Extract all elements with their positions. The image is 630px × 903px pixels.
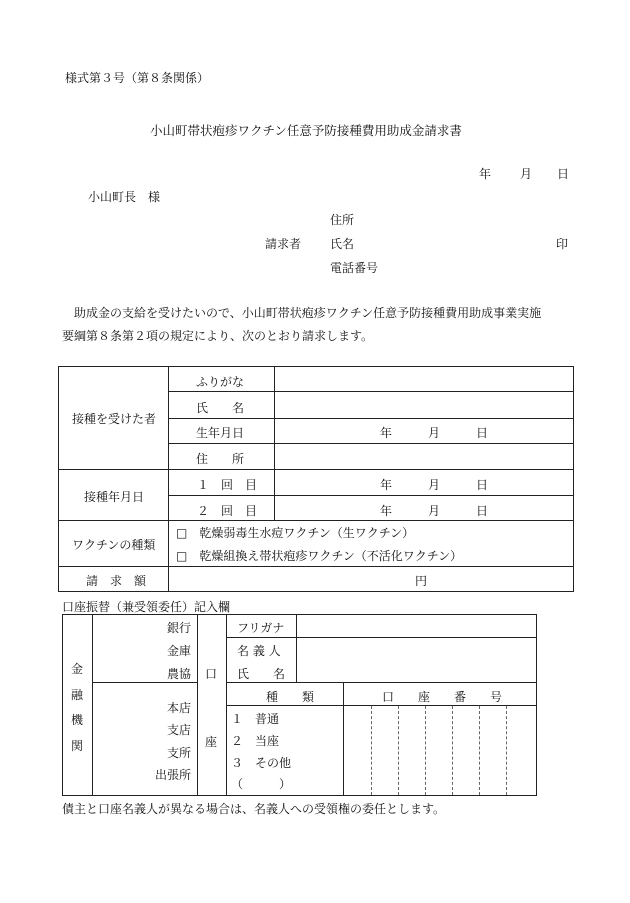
- vaccination-date-label: 接種年月日: [84, 490, 145, 504]
- address-label: 住所: [330, 213, 355, 227]
- body-text-line2: 要綱第８条第２項の規定により、次のとおり請求します。: [62, 329, 374, 343]
- recipient-name-label: 氏 名: [196, 401, 245, 415]
- seal-mark: 印: [556, 237, 569, 251]
- birthdate-ymd: 年 月 日: [380, 426, 489, 440]
- second-dose-ymd: 年 月 日: [380, 504, 489, 518]
- institution-char-4: 関: [71, 739, 84, 753]
- phone-label: 電話番号: [330, 261, 379, 275]
- type-nokyo: 農協: [167, 667, 192, 681]
- recipient-label: 接種を受けた者: [72, 412, 157, 426]
- birthdate-label: 生年月日: [196, 426, 245, 440]
- type-bank: 銀行: [167, 621, 192, 635]
- account-kind-label: 種 類: [266, 690, 315, 704]
- first-dose-label: １ 回 目: [197, 478, 258, 492]
- account-char-2: 座: [205, 735, 218, 749]
- bank-section-title: 口座振替（兼受領委任）記入欄: [62, 600, 231, 614]
- branch-branch: 支店: [167, 723, 192, 737]
- footnote: 債主と口座名義人が異なる場合は、名義人への受領権の委任とします。: [62, 802, 446, 816]
- branch-office: 支所: [167, 746, 192, 760]
- kind-current[interactable]: ２ 当座: [231, 734, 280, 748]
- institution-char-1: 金: [71, 662, 84, 676]
- body-text-line1: 助成金の支給を受けたいので、小山町帯状疱疹ワクチン任意予防接種費用助成事業実施: [74, 306, 542, 320]
- holder-name-label: 氏 名: [237, 667, 286, 681]
- kind-ordinary[interactable]: １ 普通: [231, 712, 280, 726]
- addressee: 小山町長 様: [88, 190, 161, 204]
- holder-label: 名 義 人: [237, 644, 281, 658]
- second-dose-label: ２ 回 目: [197, 504, 258, 518]
- vaccine-option-inactivated[interactable]: □ 乾燥組換え帯状疱疹ワクチン（不活化ワクチン）: [176, 549, 463, 563]
- branch-sub-office: 出張所: [155, 768, 192, 782]
- yen-unit: 円: [415, 574, 428, 588]
- claimant-label: 請求者: [265, 237, 302, 251]
- name-label: 氏名: [330, 237, 355, 251]
- form-number: 様式第３号（第８条関係）: [65, 71, 210, 85]
- first-dose-ymd: 年 月 日: [380, 478, 489, 492]
- account-char-1: 口: [205, 667, 218, 681]
- kind-other-detail: （ ）: [231, 777, 292, 791]
- date-year: 年: [479, 167, 492, 181]
- date-day: 日: [557, 167, 570, 181]
- recipient-address-label: 住 所: [196, 452, 245, 466]
- kind-other[interactable]: ３ その他: [231, 756, 292, 770]
- institution-char-3: 機: [71, 713, 84, 727]
- branch-head: 本店: [167, 701, 192, 715]
- vaccine-option-live[interactable]: □ 乾燥弱毒生水痘ワクチン（生ワクチン）: [176, 526, 415, 540]
- document-title: 小山町帯状疱疹ワクチン任意予防接種費用助成金請求書: [150, 123, 462, 138]
- institution-char-2: 融: [71, 688, 84, 702]
- holder-furigana-label: フリガナ: [237, 621, 285, 635]
- amount-label: 請 求 額: [86, 574, 147, 588]
- furigana-label: ふりがな: [196, 375, 245, 389]
- vaccine-type-label: ワクチンの種類: [72, 538, 156, 552]
- type-shinkin: 金庫: [167, 644, 192, 658]
- account-number-label: 口 座 番 号: [382, 690, 503, 704]
- date-month: 月: [520, 167, 533, 181]
